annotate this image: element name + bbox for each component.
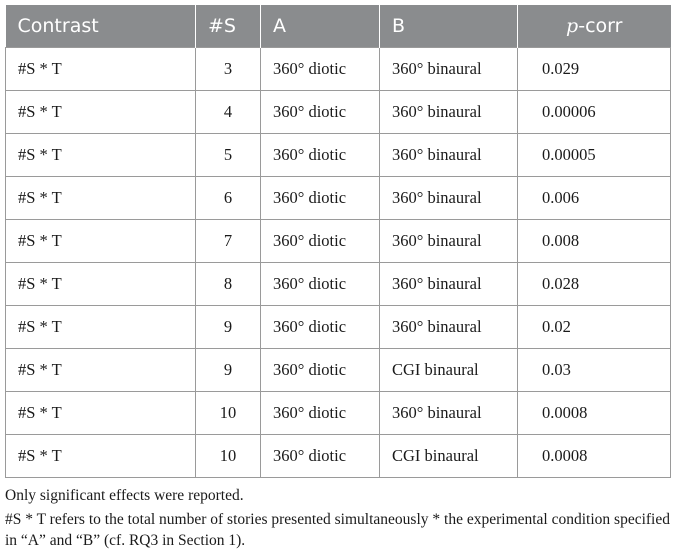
cell-num-stories: 8 (196, 263, 261, 306)
cell-condition-b: CGI binaural (380, 349, 518, 392)
cell-contrast: #S * T (6, 134, 196, 177)
cell-condition-a: 360° diotic (261, 263, 380, 306)
cell-condition-b: 360° binaural (380, 48, 518, 91)
cell-condition-b: 360° binaural (380, 220, 518, 263)
cell-p-corr: 0.00006 (518, 91, 671, 134)
header-a: A (261, 5, 380, 48)
header-b: B (380, 5, 518, 48)
cell-contrast: #S * T (6, 48, 196, 91)
table-row (6, 48, 671, 91)
table-row (6, 349, 671, 392)
cell-condition-a: 360° diotic (261, 435, 380, 478)
cell-num-stories: 3 (196, 48, 261, 91)
cell-condition-b: 360° binaural (380, 263, 518, 306)
cell-p-corr: 0.02 (518, 306, 671, 349)
header-num-stories: #S (196, 5, 261, 48)
cell-p-corr: 0.03 (518, 349, 671, 392)
table-row (6, 435, 671, 478)
results-table-container (5, 5, 670, 478)
cell-condition-b: CGI binaural (380, 435, 518, 478)
cell-num-stories: 6 (196, 177, 261, 220)
footnote-significance: Only significant effects were reported. (5, 487, 244, 504)
table-body (6, 48, 671, 478)
cell-condition-a: 360° diotic (261, 349, 380, 392)
cell-contrast: #S * T (6, 91, 196, 134)
cell-condition-b: 360° binaural (380, 134, 518, 177)
table-footnotes (5, 485, 670, 554)
cell-contrast: #S * T (6, 392, 196, 435)
table-row (6, 263, 671, 306)
cell-num-stories: 9 (196, 306, 261, 349)
cell-contrast: #S * T (6, 263, 196, 306)
cell-p-corr: 0.008 (518, 220, 671, 263)
cell-num-stories: 4 (196, 91, 261, 134)
cell-condition-a: 360° diotic (261, 48, 380, 91)
table-row (6, 134, 671, 177)
cell-condition-a: 360° diotic (261, 177, 380, 220)
cell-p-corr: 0.0008 (518, 435, 671, 478)
table-header-row (6, 5, 671, 48)
cell-condition-a: 360° diotic (261, 306, 380, 349)
cell-condition-a: 360° diotic (261, 220, 380, 263)
table-row (6, 306, 671, 349)
cell-condition-b: 360° binaural (380, 91, 518, 134)
cell-p-corr: 0.028 (518, 263, 671, 306)
cell-condition-b: 360° binaural (380, 306, 518, 349)
cell-num-stories: 10 (196, 435, 261, 478)
cell-p-corr: 0.006 (518, 177, 671, 220)
cell-num-stories: 10 (196, 392, 261, 435)
significant-contrasts-table (5, 5, 671, 478)
cell-condition-b: 360° binaural (380, 177, 518, 220)
table-row (6, 220, 671, 263)
footnote-definition: #S * T refers to the total number of stories presented simultaneously * the experimental condition specified in “A” and “B” (cf. RQ3 in Section 1). (5, 511, 670, 549)
cell-contrast: #S * T (6, 177, 196, 220)
cell-p-corr: 0.029 (518, 48, 671, 91)
cell-condition-b: 360° binaural (380, 392, 518, 435)
cell-contrast: #S * T (6, 306, 196, 349)
cell-contrast: #S * T (6, 435, 196, 478)
header-p-suffix: -corr (578, 15, 623, 37)
cell-condition-a: 360° diotic (261, 392, 380, 435)
header-p-variable: p (566, 15, 579, 37)
cell-num-stories: 9 (196, 349, 261, 392)
table-row (6, 177, 671, 220)
cell-p-corr: 0.00005 (518, 134, 671, 177)
header-p-corr (518, 5, 671, 48)
cell-num-stories: 5 (196, 134, 261, 177)
cell-contrast: #S * T (6, 349, 196, 392)
table-row (6, 91, 671, 134)
header-contrast: Contrast (6, 5, 196, 48)
cell-contrast: #S * T (6, 220, 196, 263)
cell-num-stories: 7 (196, 220, 261, 263)
table-row (6, 392, 671, 435)
cell-condition-a: 360° diotic (261, 91, 380, 134)
cell-p-corr: 0.0008 (518, 392, 671, 435)
cell-condition-a: 360° diotic (261, 134, 380, 177)
